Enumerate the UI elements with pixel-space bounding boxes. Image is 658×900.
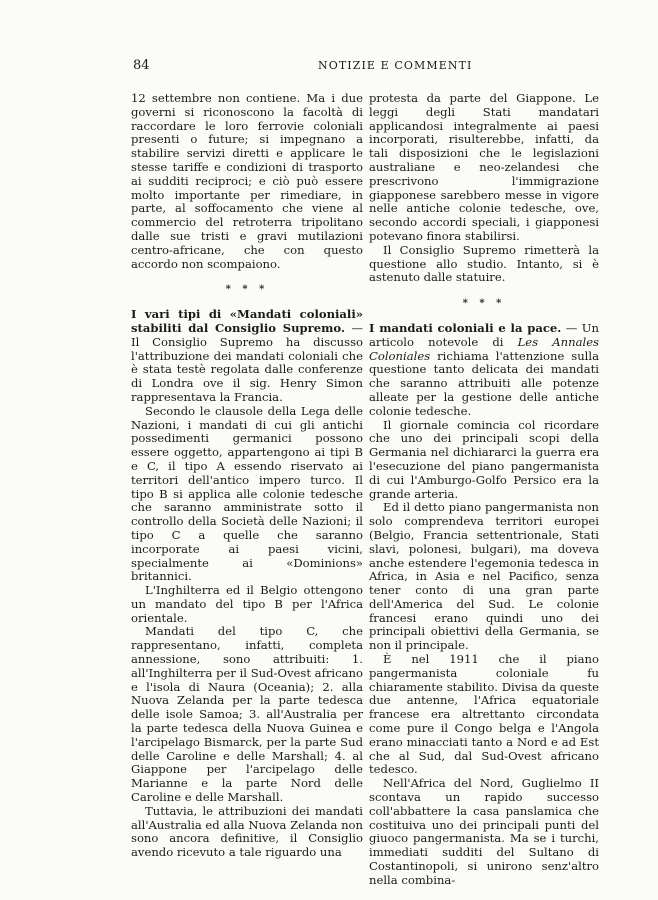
paragraph-text: richiama l'attenzione sulla questione tanto delicata dei mandati che saranno attribuiti alle potenze alleate per la gestione delle antiche colonie tedesche. — [369, 348, 599, 418]
paragraph: Il giornale comincia col ricordare che uno dei principali scopi della Germania nel dichiararci la guerra era l'esecuzione del piano pangermanista di cui l'Amburgo-Golfo Persico era la grande arteria. — [369, 417, 599, 501]
section-separator: * * * — [225, 284, 269, 296]
running-title: NOTIZIE E COMMENTI — [318, 59, 473, 72]
paragraph: 12 settembre non contiene. Ma i due governi si riconoscono la facoltà di raccordare le loro ferrovie coloniali presenti o future; si impegnano a stabilire servizi diretti e applicare le stesse tariffe e condizioni di trasporto ai sudditi reciproci; e ciò può essere molto importante per rimediare, in parte, al soffocamento che viene al commercio del retroterra tripolitano dalle sue tristi e gravi mutilazioni centro-africane, che con questo accordo non scompaiono. — [131, 91, 363, 271]
journal-title: Les Annales Coloniales — [369, 334, 599, 363]
paragraph: Tuttavia, le attribuzioni dei mandati all'Australia ed alla Nuova Zelanda non sono ancora definitive, il Consiglio avendo ricevuto a tale riguardo una — [131, 803, 363, 860]
right-column — [369, 92, 599, 888]
article-heading: I mandati coloniali e la pace. — [369, 320, 562, 335]
paragraph: L'Inghilterra ed il Belgio ottengono un mandato del tipo B per l'Africa orientale. — [131, 583, 363, 625]
paragraph: È nel 1911 che il piano pangermanista coloniale fu chiaramente stabilito. Divisa da queste due antenne, l'Africa equatoriale francese era altrettanto circondata come pure il Congo belga e l'Angola erano minacciati tanto a Nord e ad Est che al Sud, dal Sud-Ovest africano tedesco. — [369, 652, 599, 777]
section-separator: * * * — [462, 298, 506, 310]
left-column — [131, 92, 363, 860]
article-heading: I vari tipi di «Mandati coloniali» stabiliti dal Consiglio Supremo. — [131, 307, 363, 335]
paragraph: Mandati del tipo C, che rappresentano, infatti, completa annessione, sono attribuiti: 1. all'Inghilterra per il Sud-Ovest africano e l'isola di Naura (Oceania); 2. alla Nuova Zelanda per la parte tedesca delle isole Samoa; 3. all'Australia per la parte tedesca della Nuova Guinea e l'arcipelago Bismarck, per la parte Sud delle Caroline e delle Marshall; 4. al Giappone per l'arcipelago delle Marianne e la parte Nord delle Caroline e delle Marshall. — [131, 624, 363, 805]
page-number: 84 — [133, 58, 150, 73]
article-paragraph — [369, 322, 599, 419]
paragraph-text: — Un articolo notevole di — [369, 320, 599, 349]
article-paragraph — [131, 308, 363, 405]
paragraph: Il Consiglio Supremo rimetterà la questione allo studio. Intanto, si è astenuto dalle statuire. — [369, 242, 599, 285]
paragraph-text: — Il Consiglio Supremo ha discusso l'attribuzione dei mandati coloniali che è stata testè regolata dalle conferenze di Londra ove il sig. Henry Simon rappresentava la Francia. — [131, 320, 363, 404]
page-header — [133, 58, 539, 76]
paragraph: protesta da parte del Giappone. Le leggi degli Stati mandatari applicandosi integralmente ai paesi incorporati, risulterebbe, infatti, da tali disposizioni che le legislazioni australiane e neo-zelandesi che prescrivono l'immigrazione giapponese sarebbero messe in vigore nelle antiche colonie tedesche, ove, secondo accordi speciali, i giapponesi potevano finora stabilirsi. — [369, 91, 599, 243]
paragraph: Nell'Africa del Nord, Guglielmo II scontava un rapido successo coll'abbattere la casa panslamica che costituiva uno dei principali punti del giuoco pangermanista. Ma se i turchi, immediati sudditi del Sultano di Costantinopoli, si unirono senz'altro nella combina- — [369, 776, 599, 887]
paragraph: Ed il detto piano pangermanista non solo comprendeva territori europei (Belgio, Francia settentrionale, Stati slavi, polonesi, bulgari), ma doveva anche estendere l'egemonia tedesca in Africa, in Asia e nel Pacifico, senza tener conto di una gran parte dell'America del Sud. Le colonie francesi erano quindi uno dei principali obiettivi della Germania, se non il principale. — [369, 500, 599, 653]
paragraph: Secondo le clausole della Lega delle Nazioni, i mandati di cui gli antichi possedimenti germanici possono essere oggetto, appartengono ai tipi B e C, il tipo A essendo riservato ai territori dell'antico impero turco. Il tipo B si applica alle colonie tedesche che saranno amministrate sotto il controllo della Società delle Nazioni; il tipo C a quelle che saranno incorporate ai paesi vicini, specialmente ai «Dominions» britannici. — [131, 403, 363, 584]
